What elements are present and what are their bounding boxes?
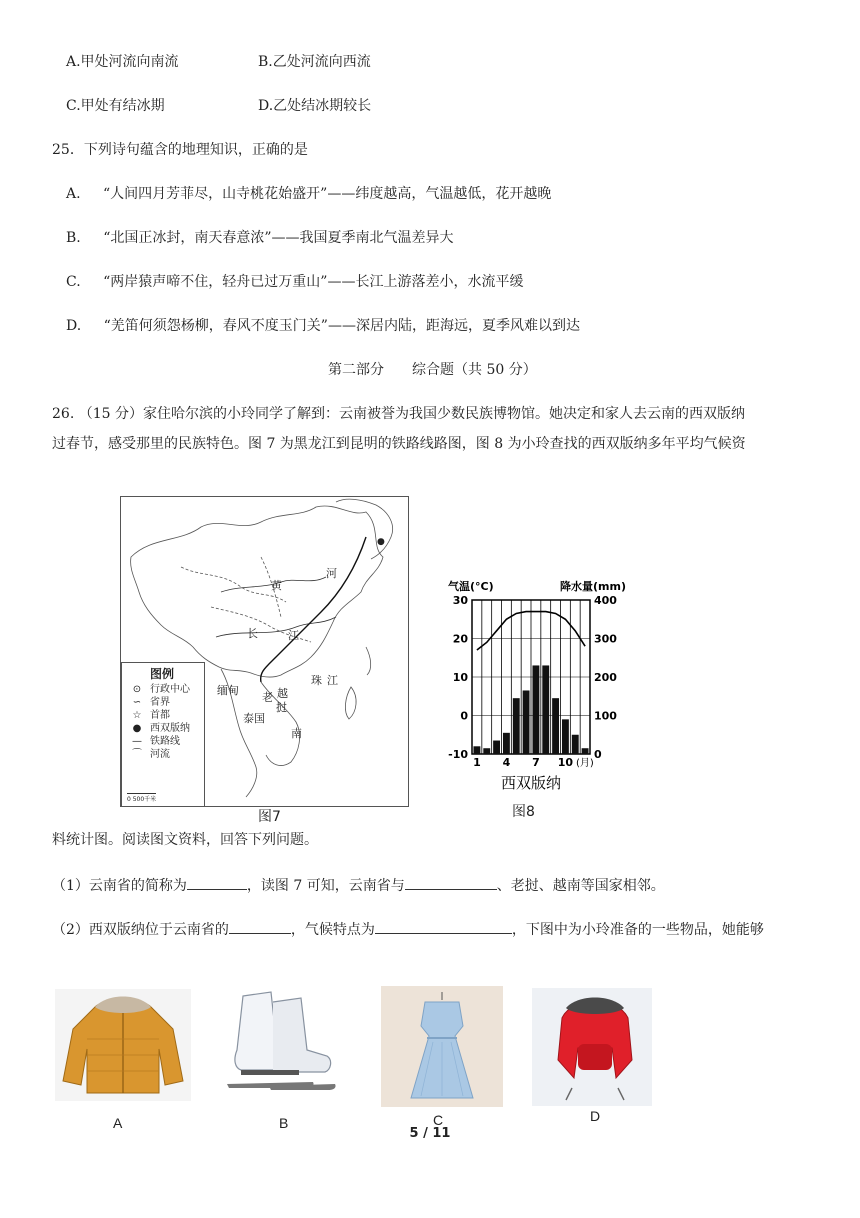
sub2-text-c: ，下图中为小玲准备的一些物品，她能够 [511,922,764,938]
option-letter: A. [66,186,81,202]
answer-blank-3[interactable] [229,918,291,934]
precip-bar [483,748,490,754]
q26-stem-line3: 料统计图。阅读图文资料，回答下列问题。 [52,832,318,848]
river-icon: ⌒ [132,749,142,760]
right-tick-label: 0 [594,748,602,761]
map-label-laos2: 挝 [276,701,287,714]
left-tick-label: 0 [460,709,468,723]
railway-line-icon: — [132,736,142,747]
figure8-caption: 图8 [512,804,535,820]
item-a-label: A [113,1115,123,1131]
q26-sub2 [52,918,764,940]
q24-option-a: A.甲处河流向南流 [66,54,179,70]
right-tick-label: 200 [594,671,617,684]
legend-label: 河流 [150,749,170,760]
x-tick-label: 10 [557,756,574,769]
option-letter: D. [66,318,82,334]
option-text: “北国正冰封，南天春意浓”——我国夏季南北气温差异大 [103,230,454,246]
q25-option-a [66,184,551,204]
q24-option-d: D.乙处结冰期较长 [258,98,372,114]
sub2-text-a: （2）西双版纳位于云南省的 [52,922,229,938]
chart-plot [448,579,626,792]
q24-option-b: B.乙处河流向西流 [258,54,371,70]
item-d-picture [532,988,652,1106]
item-c-label: C [433,1112,444,1128]
legend-label: 西双版纳 [150,723,190,734]
option-text: “羌笛何须怨杨柳，春风不度玉门关”——深居内陆，距海远，夏季风难以到达 [103,318,580,334]
item-c-picture [381,986,503,1107]
legend-label: 省界 [150,697,170,708]
capital-marker: ● [377,537,385,547]
option-text: “人间四月芳菲尽，山寺桃花始盛开”——纬度越高，气温越低，花开越晚 [103,186,552,202]
right-tick-label: 400 [594,594,617,607]
sub1-text-c: 、老挝、越南等国家相邻。 [496,878,665,894]
legend-title: 图例 [150,667,175,681]
option-letter: B. [66,230,81,246]
answer-blank-4[interactable] [375,918,512,934]
down-jacket-icon [55,989,191,1101]
legend-row-railway [122,735,204,748]
option-letter: C. [66,274,81,290]
precip-bar [473,746,480,754]
legend-row-admin-center [122,683,204,696]
map-scale: 0 500千米 [127,793,156,803]
chart-title: 西双版纳 [500,774,562,792]
q25-option-d [66,316,580,336]
right-tick-label: 100 [594,709,617,723]
q25-option-c [66,272,523,292]
legend-label: 铁路线 [150,736,180,747]
province-border-icon: ∽ [132,697,142,708]
precip-bar [532,665,539,754]
map-label-chang: 长 [247,627,258,640]
left-tick-label: -10 [448,748,468,761]
page-number: 5 / 11 [409,1126,451,1141]
item-a-picture [55,989,191,1101]
figure7-caption: 图7 [258,809,281,825]
admin-center-icon: ⊙ [132,684,142,695]
railway-map [120,496,409,807]
sub2-text-b: ，气候特点为 [290,922,375,938]
left-tick-label: 10 [452,671,468,684]
precip-bar [523,690,530,754]
precip-bar [493,741,500,754]
item-d-label: D [590,1108,601,1124]
map-label-huang: 黄 [271,579,282,592]
x-unit-label: (月) [576,758,594,769]
section-title: 第二部分 综合题（共 50 分） [328,362,537,378]
right-axis-title: 降水量(mm) [560,580,626,593]
winter-hat-icon [532,988,652,1106]
answer-blank-1[interactable] [187,874,247,890]
q25-option-b [66,228,454,248]
legend-label: 首都 [150,710,170,721]
answer-blank-2[interactable] [405,874,497,890]
q25-stem: 25．下列诗句蕴含的地理知识，正确的是 [52,142,308,158]
summer-dress-icon [381,986,503,1107]
q26-stem-line2: 过春节，感受那里的民族特色。图 7 为黑龙江到昆明的铁路线路图，图 8 为小玲查找的西双版纳多年平均气候资 [52,436,746,452]
legend-row-river [122,748,204,761]
precip-bar [572,735,579,754]
legend-row-capital [122,709,204,722]
precip-bar [503,733,510,754]
sub1-text-b: ，读图 7 可知，云南省与 [246,878,405,894]
legend-row-xishuangbanna [122,722,204,735]
precip-bar [552,698,559,754]
legend-label: 行政中心 [150,684,190,695]
left-tick-label: 20 [452,632,468,646]
map-label-vietnam2: 南 [291,727,302,740]
map-label-jiang: 江 [288,629,299,642]
ice-skates-icon [223,984,341,1096]
x-tick-label: 7 [532,756,540,769]
q26-sub1 [52,874,665,896]
dot-icon: ● [132,723,142,734]
map-label-thailand: 泰国 [243,712,265,725]
q24-option-c: C.甲处有结冰期 [66,98,165,114]
item-b-picture [223,984,341,1096]
map-label-he: 河 [326,567,337,580]
legend-row-province-border [122,696,204,709]
precip-bar [562,719,569,754]
map-label-vietnam: 越 [277,687,288,700]
map-label-laos: 老 [262,691,273,704]
x-tick-label: 1 [473,756,481,769]
climate-chart [440,576,640,796]
map-label-zhu: 珠 [311,674,322,687]
precip-bar [582,748,589,754]
item-b-label: B [279,1115,289,1131]
sub1-text-a: （1）云南省的简称为 [52,878,187,894]
x-tick-label: 4 [502,756,511,769]
map-label-zhujiang: 江 [327,674,338,687]
precip-bar [513,698,520,754]
left-tick-label: 30 [452,594,468,607]
map-legend [121,662,205,807]
right-tick-label: 300 [594,632,617,646]
precip-bar [542,665,549,754]
option-text: “两岸猿声啼不住，轻舟已过万重山”——长江上游落差小，水流平缓 [103,274,524,290]
left-axis-title: 气温(°C) [448,580,494,593]
capital-star-icon: ☆ [132,710,142,721]
map-label-myanmar: 缅甸 [217,684,239,697]
q26-stem-line1: 26. （15 分）家住哈尔滨的小玲同学了解到：云南被誉为我国少数民族博物馆。她决定和家人去云南的西双版纳 [52,406,745,422]
